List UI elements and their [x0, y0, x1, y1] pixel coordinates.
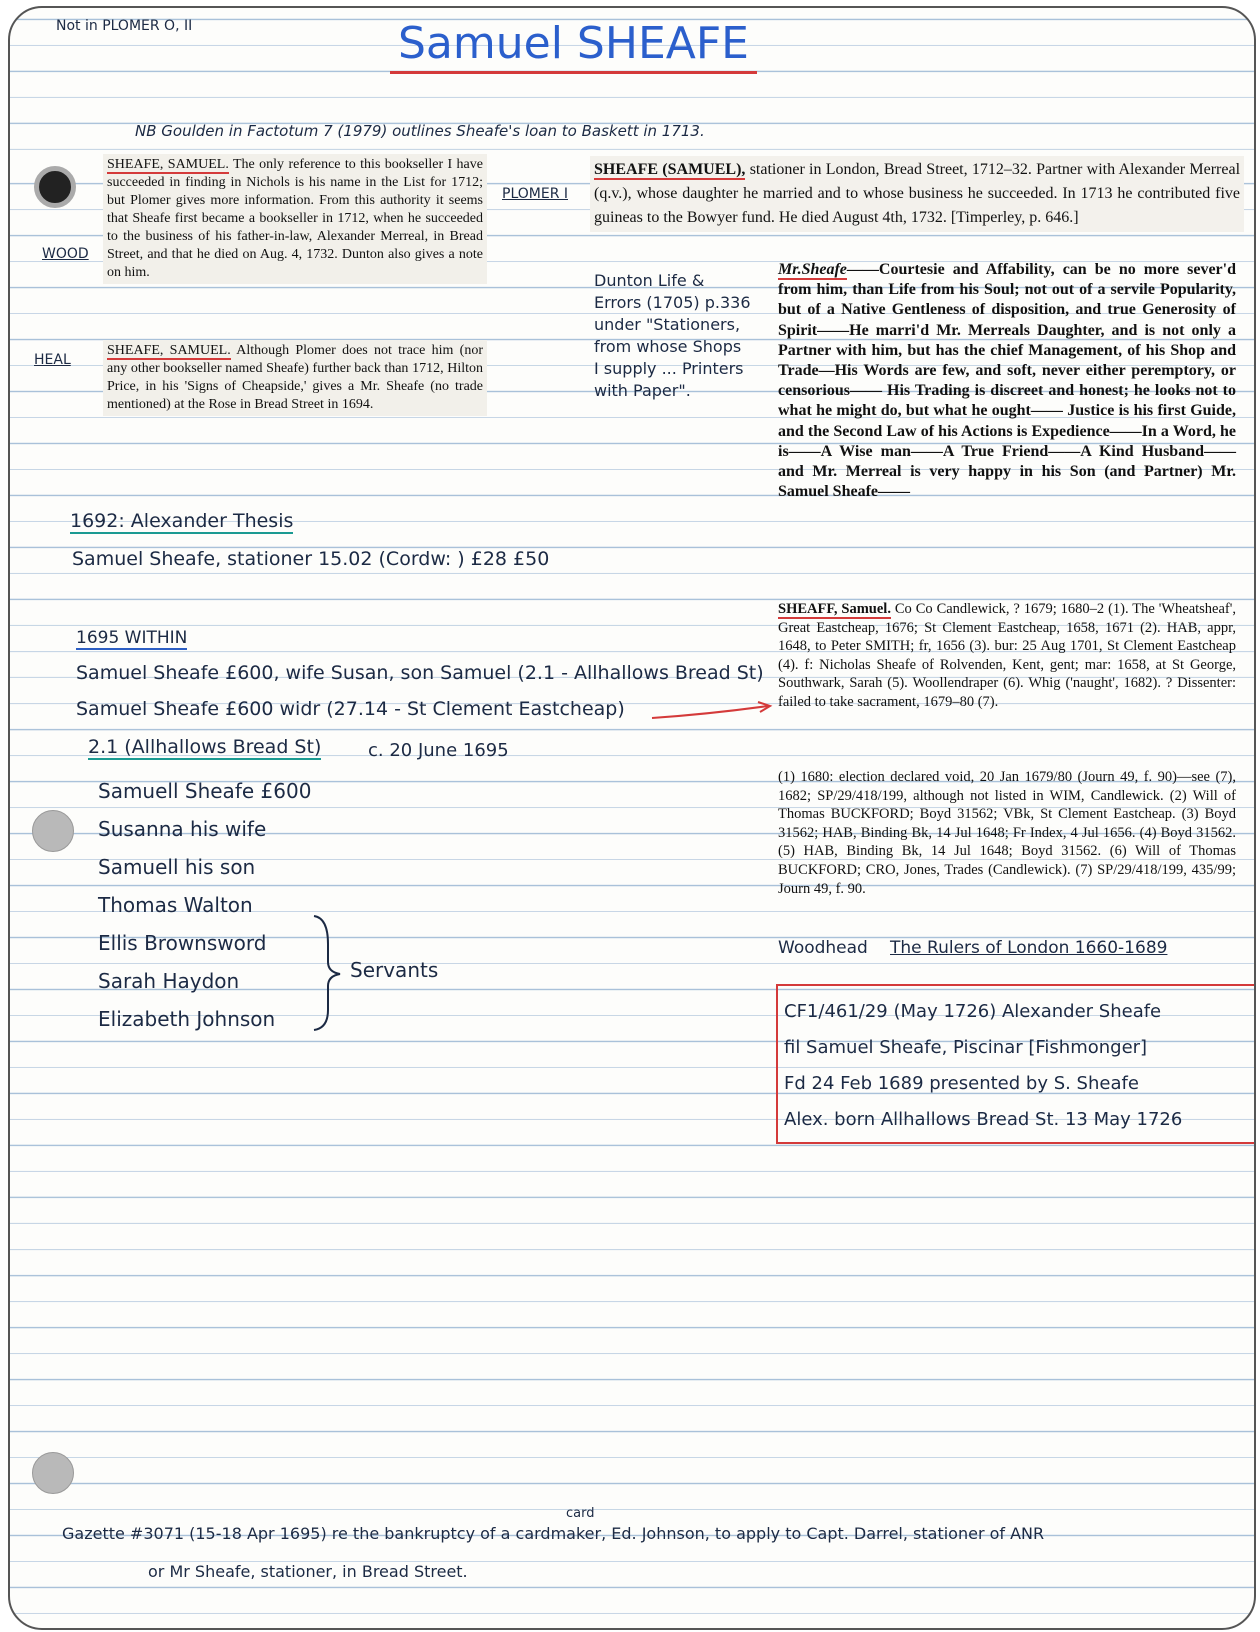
binder-hole-middle [32, 810, 74, 852]
heal-clipping-head: SHEAFE, SAMUEL. [107, 343, 231, 358]
margin-label-wood: WOOD [42, 246, 89, 262]
plomer-clipping [590, 156, 1244, 232]
dunton-note-line: Dunton Life & [594, 271, 705, 290]
corner-note: Not in PLOMER O, II [56, 18, 193, 34]
dunton-clipping-head: Mr.Sheafe [778, 261, 847, 278]
thesis-heading: 1692: Alexander Thesis [70, 510, 294, 532]
rulers-clipping [778, 600, 1236, 712]
arrow-to-rulers [650, 698, 780, 728]
cf-line: Alex. born Allhallows Bread St. 13 May 1726 [784, 1109, 1183, 1130]
dunton-note [594, 270, 751, 402]
dunton-note-line: with Paper". [594, 381, 691, 400]
household-member: Ellis Brownsword [98, 931, 267, 955]
household-list [98, 772, 311, 1038]
heal-clipping [103, 340, 487, 416]
rulers-clipping-text: Co Co Candlewick, ? 1679; 1680–2 (1). The 'Wheatsheaf', Great Eastcheap, 1676; St Clement Eastcheap, 1658, 1671 (2). HAB, appr, 1648, to Peter SMITH; fr, 1656 (3). bur: 25 Aug 1701, St Clement Eastcheap (4). f: Nicholas Sheafe of Rolvenden, Kent, gent; mar: 1658, at St George, Southwark, Sarah (5). Woollendraper (6). Whig ('naught', 1682). ? Dissenter: failed to take sacrament, 1679–80 (7). [778, 601, 1236, 710]
household-member: Sarah Haydon [98, 969, 240, 993]
servants-label: Servants [350, 958, 439, 982]
cf-line: fil Samuel Sheafe, Piscinar [Fishmonger] [784, 1037, 1148, 1058]
gazette-caret: card [566, 1506, 595, 1521]
woodhead-title: The Rulers of London 1660-1689 [890, 938, 1168, 958]
binder-hole-top [34, 166, 76, 208]
household-member: Samuell Sheafe £600 [98, 779, 312, 803]
dunton-note-line: from whose Shops [594, 337, 742, 356]
rulers-notes: (1) 1680: election declared void, 20 Jan 1679/80 (Journ 49, f. 90)—see (7), 1682; SP/29/418/199, although not listed in WIM, Candlewick. (2) Will of Thomas BUCKFORD; Boyd 31562; VBk, St Clement Eastcheap. (3) Boyd 31562; HAB, Binding Bk, 14 Jul 1648; Fr Index, 4 Jul 1656. (4) Boyd 31562. (5) HAB, Binding Bk, 14 Jul 1648; Boyd 31562. (6) Will of Thomas BUCKFORD; CRO, Jones, Trades (Candlewick). (7) SP/29/418/199, 435/99; Journ 49, f. 90. [778, 769, 1236, 897]
dunton-clipping-text: ——Courtesie and Affability, can be no more sever'd from him, than Life from his Soul; not out of a servile Popularity, but of a Native Gentleness of disposition, and true Generosity of Spirit——He marri'd Mr. Merreals Daughter, and is not only a Partner with him, but has the chief Management, of his Shop and Trade—His Words are few, and soft, never either peremptory, or censorious—— His Trading is discreet and honest; he looks not to what he might do, but what he ought—— Justice is his first Guide, and the Second Law of his Actions is Expedience——In a Word, he is——A Wise man——A True Friend——A Kind Husband——and Mr. Merreal is very happy in his Son (and Partner) Mr. Samuel Sheafe—— [778, 261, 1236, 501]
wood-clipping [103, 154, 487, 284]
plomer-clipping-text: stationer in London, Bread Street, 1712–32. Partner with Alexander Merreal (q.v.), whose daughter he married and to whose business he succeeded. In 1713 he contributed five guineas to the Bowyer fund. He died August 4th, 1732. [Timperley, p. 646.] [594, 161, 1241, 226]
rulers-clipping-head: SHEAFF, Samuel. [778, 601, 891, 617]
dunton-note-line: Errors (1705) p.336 [594, 293, 751, 312]
household-member: Samuell his son [98, 855, 256, 879]
heal-clipping-text: Although Plomer does not trace him (nor any other bookseller named Sheafe) further back than 1712, Hilton Price, in his 'Signs of Cheapside,' gives a Mr. Sheafe (no trade mentioned) at the Rose in Bread Street in 1694. [107, 343, 483, 412]
cf-box [776, 984, 1256, 1144]
dunton-note-line: under "Stationers, [594, 315, 741, 334]
plomer-clipping-head: SHEAFE (SAMUEL), [594, 161, 746, 178]
dunton-clipping [778, 260, 1236, 502]
gazette-line: or Mr Sheafe, stationer, in Bread Street. [148, 1562, 468, 1581]
parish-date: c. 20 June 1695 [368, 740, 509, 761]
wood-clipping-text: The only reference to this bookseller I have succeeded in finding in Nichols is his name in the List for 1712; but Plomer gives more information. From this authority it seems that Sheafe first became a bookseller in 1712, when he succeeded to the business of his father-in-law, Alexander Merreal, in Bread Street, and that he died on Aug. 4, 1732. Dunton also gives a note on him. [107, 157, 483, 280]
binder-hole-bottom [32, 1452, 74, 1494]
within-line: Samuel Sheafe £600 widr (27.14 - St Clement Eastcheap) [76, 698, 625, 720]
margin-label-heal: HEAL [34, 352, 71, 368]
dunton-note-line: I supply ... Printers [594, 359, 744, 378]
cf-line: CF1/461/29 (May 1726) Alexander Sheafe [784, 1001, 1162, 1022]
gazette-line: Gazette #3071 (15-18 Apr 1695) re the bankruptcy of a cardmaker, Ed. Johnson, to apply to Capt. Darrel, stationer of ANR [62, 1524, 1045, 1543]
woodhead-author: Woodhead [778, 938, 868, 958]
wood-clipping-head: SHEAFE, SAMUEL. [107, 157, 229, 172]
within-heading: 1695 WITHIN [76, 628, 188, 648]
cf-line: Fd 24 Feb 1689 presented by S. Sheafe [784, 1073, 1139, 1094]
thesis-entry: Samuel Sheafe, stationer 15.02 (Cordw: ) £28 £50 [72, 548, 550, 570]
margin-label-plomer1: PLOMER I [502, 186, 568, 202]
parish-label: 2.1 (Allhallows Bread St) [88, 736, 322, 758]
household-member: Thomas Walton [98, 893, 253, 917]
household-member: Elizabeth Johnson [98, 1007, 276, 1031]
notebook-page [8, 6, 1256, 1630]
within-line: Samuel Sheafe £600, wife Susan, son Samuel (2.1 - Allhallows Bread St) [76, 662, 764, 684]
page-title: Samuel SHEAFE [390, 18, 757, 74]
household-member: Susanna his wife [98, 817, 267, 841]
servants-brace [310, 914, 350, 1032]
nb-note: NB Goulden in Factotum 7 (1979) outlines Sheafe's loan to Baskett in 1713. [135, 122, 705, 140]
